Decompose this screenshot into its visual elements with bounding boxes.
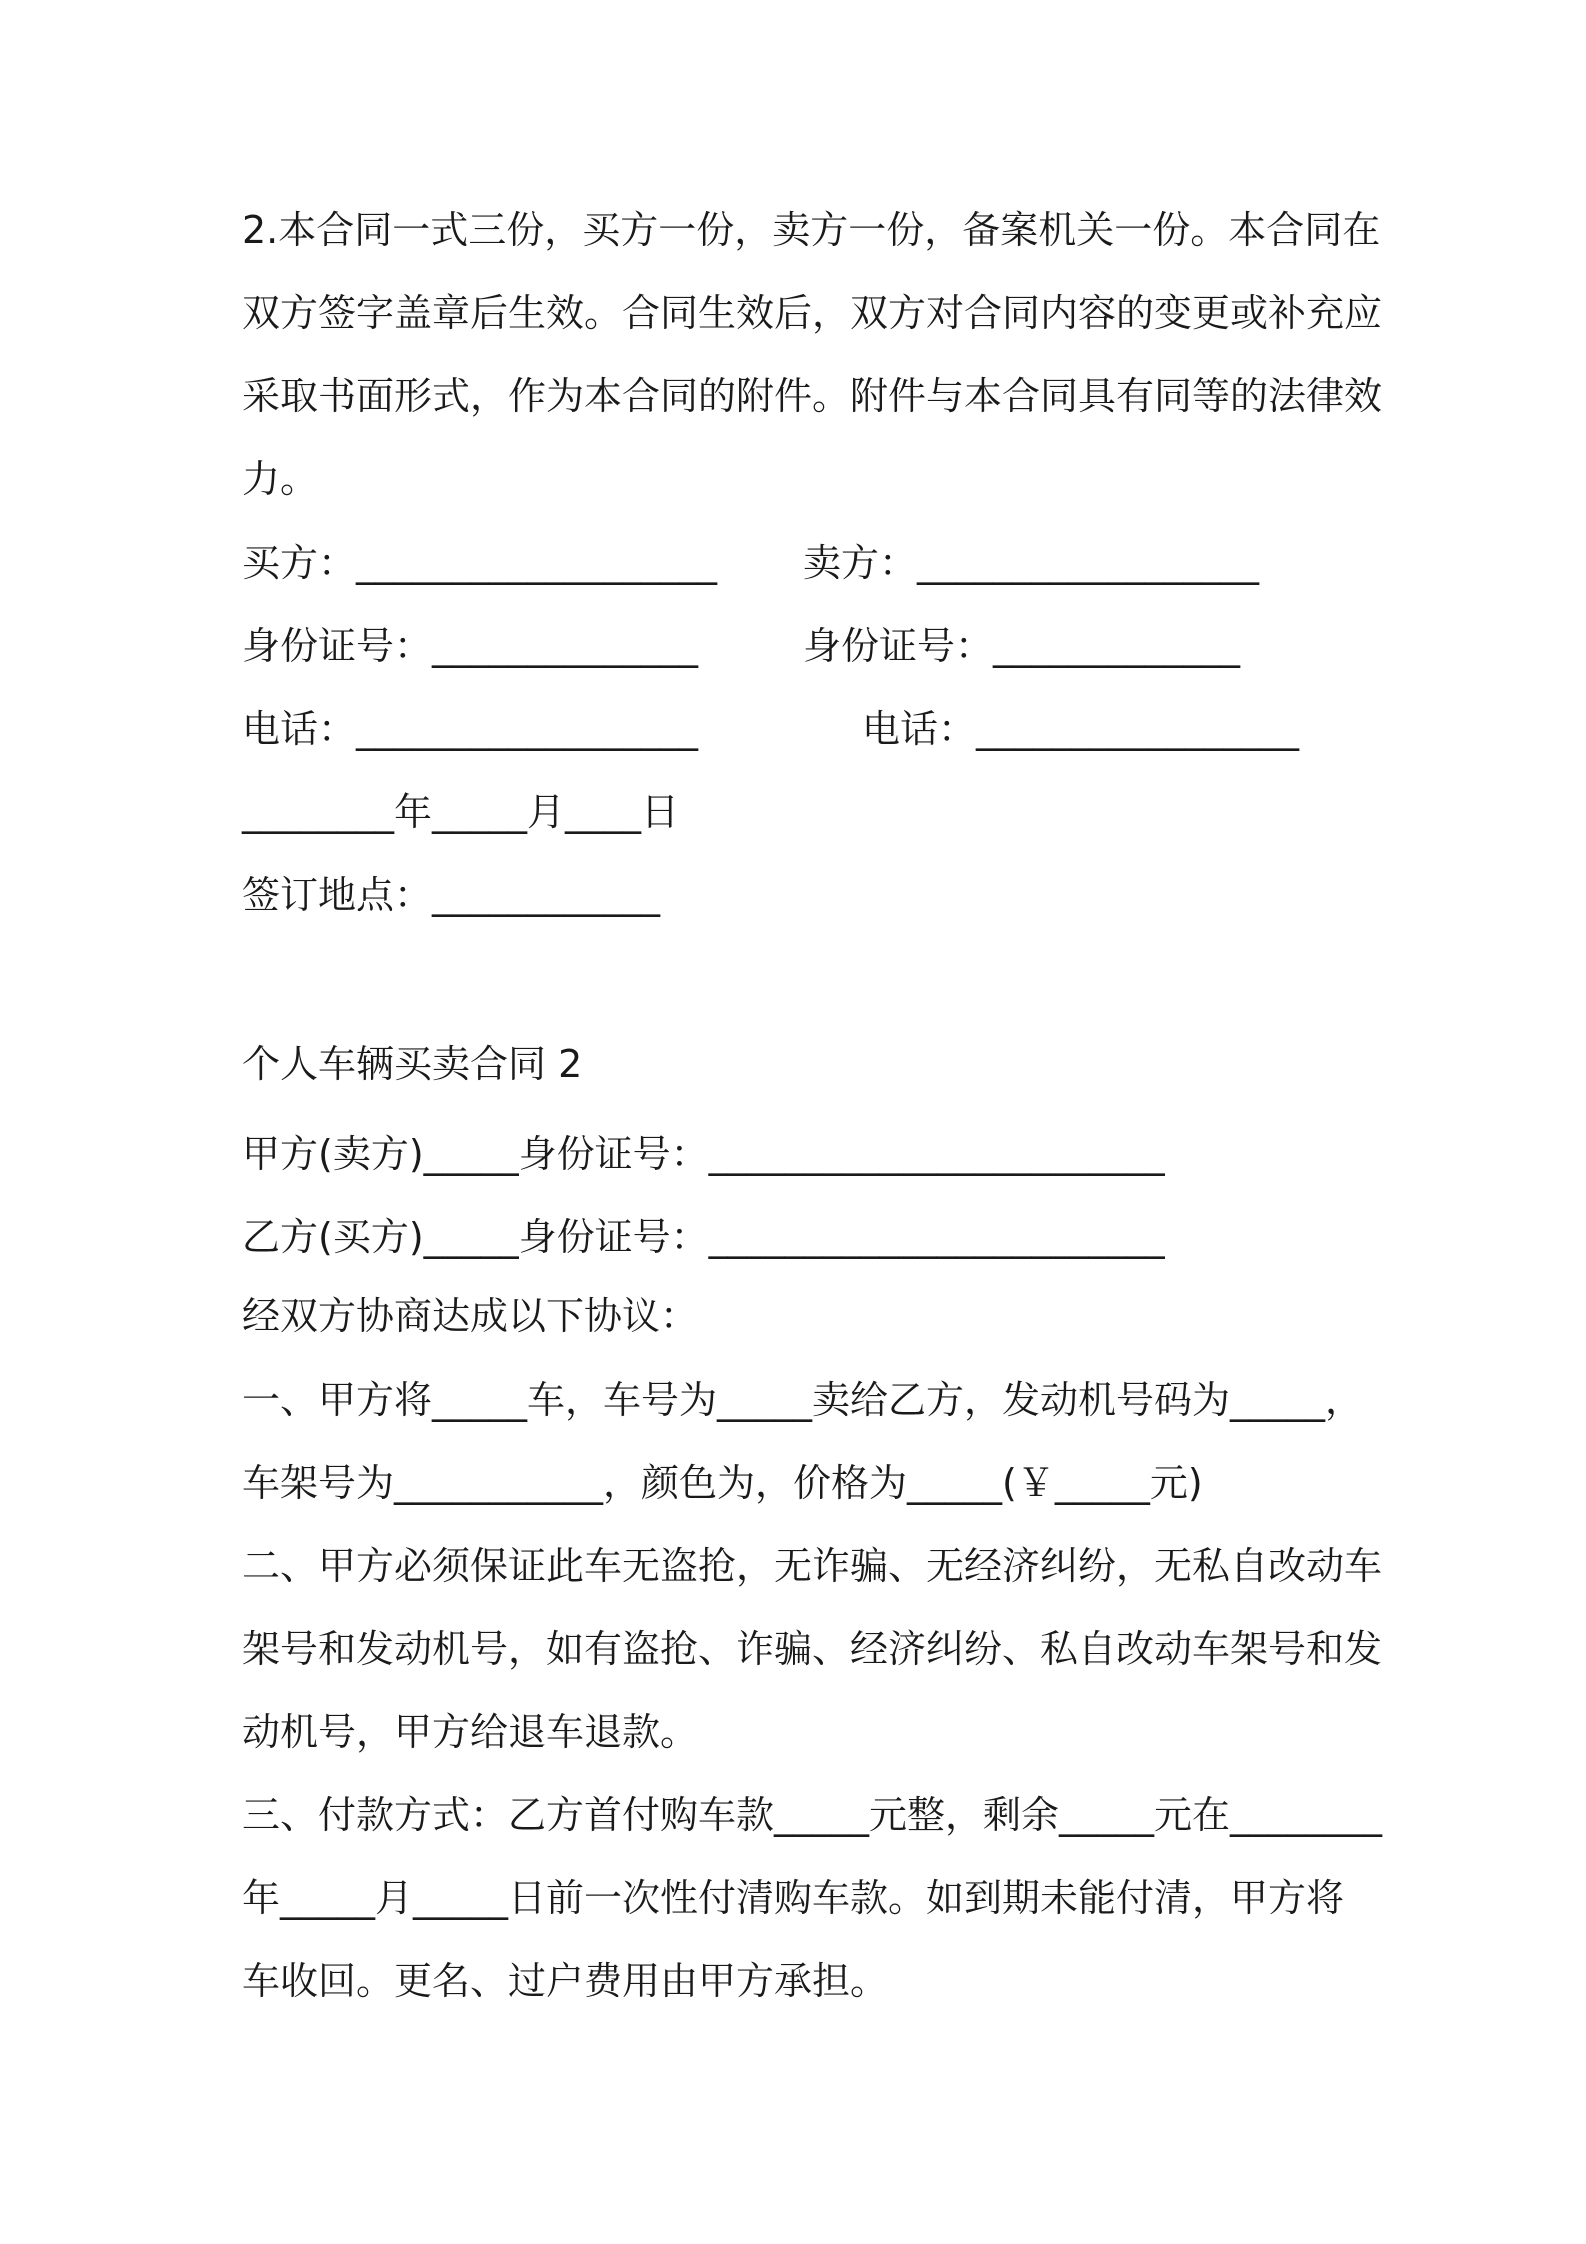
article-2-line-1: 二、甲方必须保证此车无盗抢，无诈骗、无经济纠纷，无私自改动车	[242, 1544, 1383, 1588]
article-3-line-1: 三、付款方式：乙方首付购车款_____元整，剩余_____元在________	[242, 1793, 1383, 1837]
article-2-line-2: 架号和发动机号，如有盗抢、诈骗、经济纠纷、私自改动车架号和发	[242, 1627, 1383, 1671]
clause-2-line-2: 双方签字盖章后生效。合同生效后，双方对合同内容的变更或补充应	[242, 291, 1383, 335]
article-2-line-3: 动机号，甲方给退车退款。	[242, 1710, 699, 1754]
clause-2-line-3: 采取书面形式，作为本合同的附件。附件与本合同具有同等的法律效	[242, 374, 1383, 418]
party-a-line: 甲方(卖方)_____身份证号：________________________	[242, 1132, 1165, 1176]
clause-2-line-1: 2.本合同一式三份，买方一份，卖方一份，备案机关一份。本合同在	[242, 208, 1381, 252]
seller-signature-field: 卖方：__________________	[803, 541, 1260, 585]
agreement-intro: 经双方协商达成以下协议：	[242, 1294, 699, 1338]
signing-place-field: 签订地点：____________	[242, 873, 661, 917]
contract-2-title: 个人车辆买卖合同 2	[242, 1042, 583, 1086]
article-1-line-1: 一、甲方将_____车，车号为_____卖给乙方，发动机号码为_____，	[242, 1378, 1364, 1422]
seller-id-field: 身份证号：_____________	[803, 624, 1241, 668]
party-b-line: 乙方(买方)_____身份证号：________________________	[242, 1215, 1165, 1259]
article-1-line-2: 车架号为___________，颜色为，价格为_____(￥_____元)	[242, 1461, 1203, 1505]
buyer-signature-field: 买方：___________________	[242, 541, 718, 585]
seller-phone-field: 电话：_________________	[862, 707, 1300, 751]
article-3-line-3: 车收回。更名、过户费用由甲方承担。	[242, 1959, 889, 2003]
clause-2-line-4: 力。	[242, 457, 319, 501]
buyer-phone-field: 电话：__________________	[242, 707, 699, 751]
article-3-line-2: 年_____月_____日前一次性付清购车款。如到期未能付清，甲方将	[242, 1876, 1345, 1920]
signing-date-field: ________年_____月____日	[242, 790, 680, 834]
buyer-id-field: 身份证号：______________	[242, 624, 699, 668]
